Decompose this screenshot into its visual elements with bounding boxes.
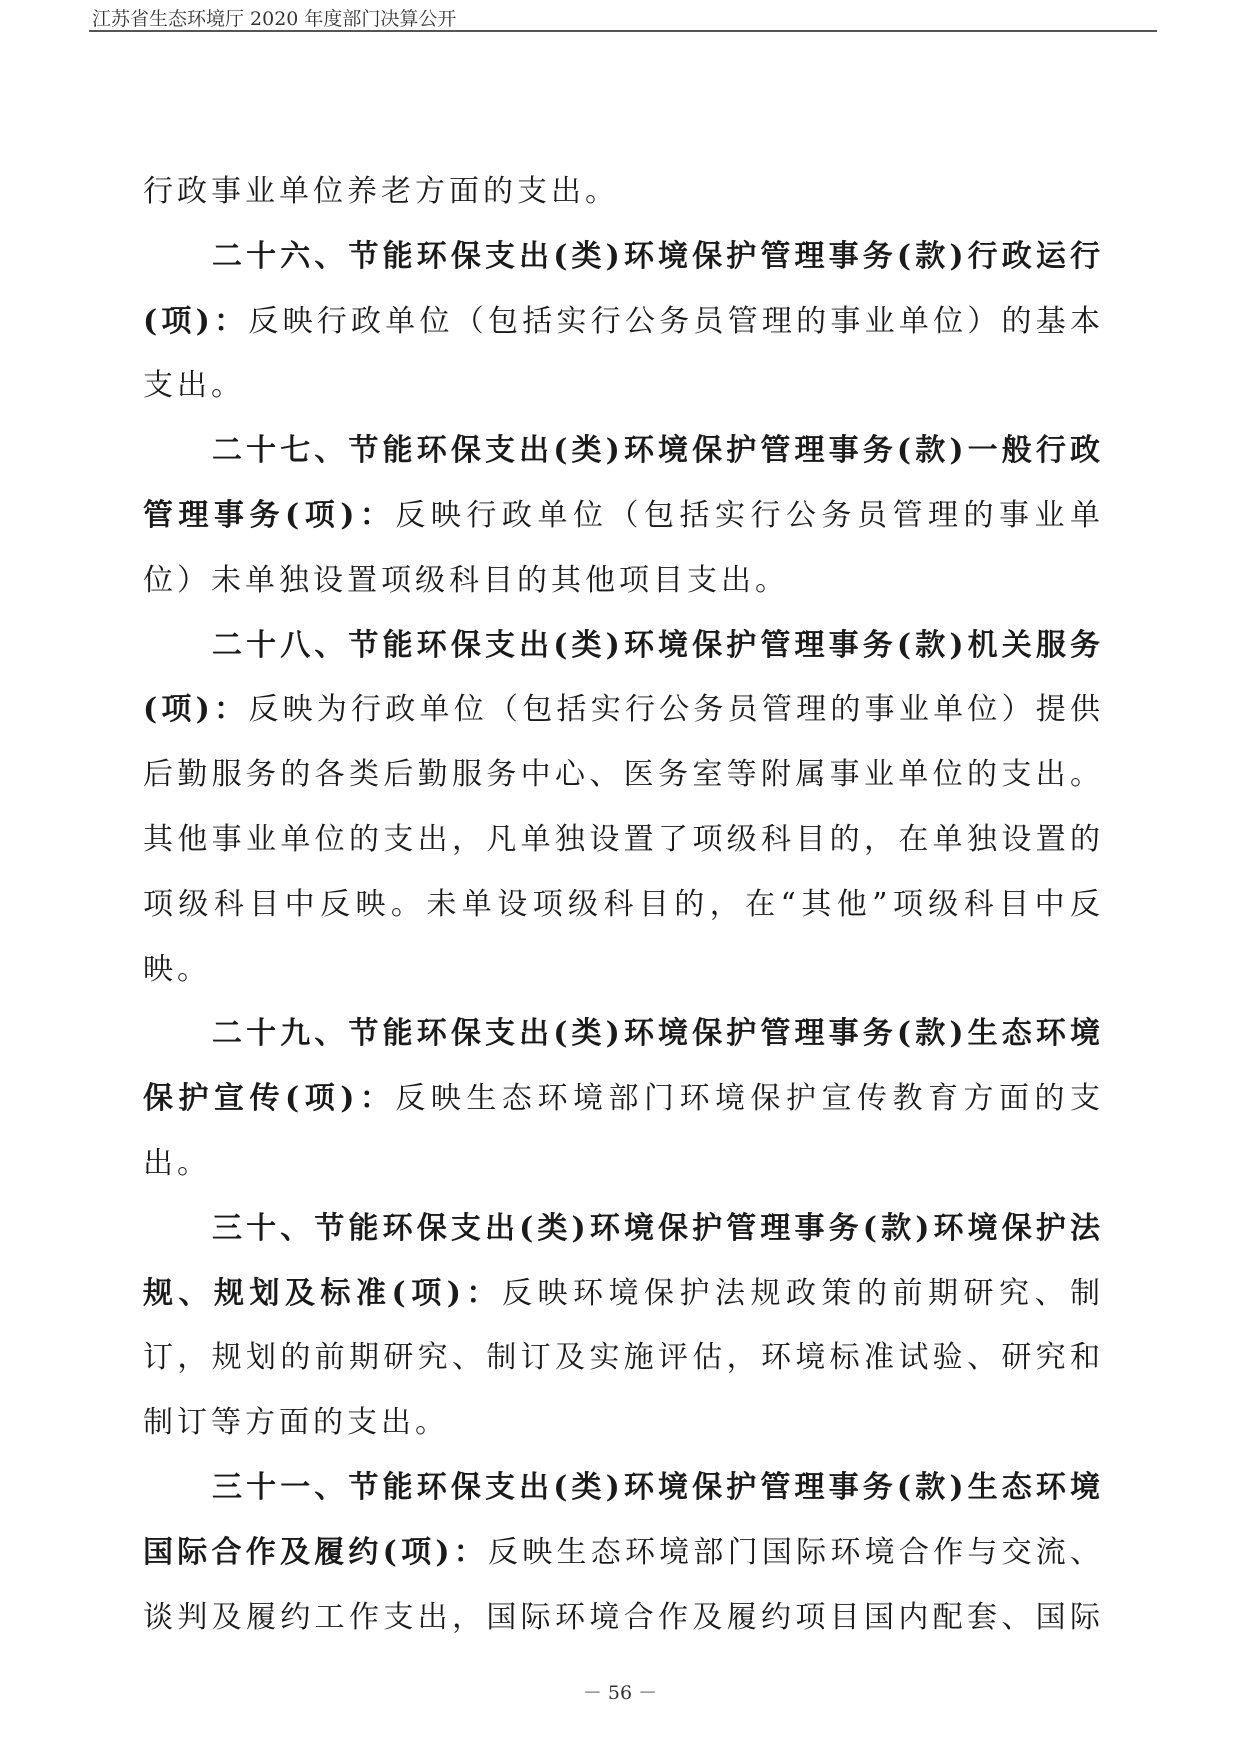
text-line (143, 1197, 1100, 1262)
text-line (143, 290, 1100, 355)
header-divider (89, 30, 1157, 32)
body-text: 出。 (143, 1145, 211, 1181)
body-text: 反映生态环境部门国际环境合作与交流、 (488, 1534, 1101, 1570)
text-line (143, 808, 1100, 873)
body-text: 反映生态环境部门环境保护宣传教育方面的支 (395, 1081, 1100, 1117)
text-line (143, 354, 1100, 419)
page-number: － 56 － (582, 1682, 658, 1704)
text-line (143, 1067, 1100, 1132)
text-line (143, 549, 1100, 614)
text-line (143, 743, 1100, 808)
text-line (143, 938, 1100, 1003)
body-text: 其他事业单位的支出，凡单独设置了项级科目的，在单独设置的 (143, 821, 1100, 857)
text-line (143, 1132, 1100, 1197)
item-heading-text: 三十、节能环保支出(类)环境保护管理事务(款)环境保护法 (212, 1210, 1100, 1246)
text-line (143, 1262, 1100, 1327)
item-heading-text: (项)： (143, 303, 249, 339)
text-line (143, 484, 1100, 549)
text-line (143, 419, 1100, 484)
text-line (143, 1002, 1100, 1067)
text-line (143, 1326, 1100, 1391)
body-text: 谈判及履约工作支出，国际环境合作及履约项目国内配套、国际 (143, 1599, 1100, 1635)
text-line (143, 225, 1100, 290)
body-text: 反映行政单位（包括实行公务员管理的事业单 (395, 497, 1100, 533)
item-heading-text: 三十一、节能环保支出(类)环境保护管理事务(款)生态环境 (212, 1469, 1100, 1505)
body-text: 制订等方面的支出。 (143, 1405, 449, 1441)
item-heading-text: 保护宣传(项)： (143, 1081, 396, 1117)
body-text: 项级科目中反映。未单设项级科目的，在“其他”项级科目中反 (143, 886, 1100, 922)
text-line (143, 1391, 1100, 1456)
item-heading-text: 二十九、节能环保支出(类)环境保护管理事务(款)生态环境 (212, 1016, 1100, 1052)
item-heading-text: 管理事务(项)： (143, 497, 396, 533)
text-line (143, 1586, 1100, 1651)
body-text: 订，规划的前期研究、制订及实施评估，环境标准试验、研究和 (143, 1340, 1100, 1376)
item-heading-text: 国际合作及履约(项)： (143, 1534, 488, 1570)
document-body (143, 160, 1100, 1650)
text-line (143, 678, 1100, 743)
item-heading-text: (项)： (143, 692, 249, 728)
body-text: 位）未单独设置项级科目的其他项目支出。 (143, 562, 789, 598)
text-line (143, 160, 1100, 225)
item-heading-text: 二十六、节能环保支出(类)环境保护管理事务(款)行政运行 (212, 238, 1100, 274)
text-line (143, 1456, 1100, 1521)
text-line (143, 1521, 1100, 1586)
body-text: 反映为行政单位（包括实行公务员管理的事业单位）提供 (248, 692, 1101, 728)
body-text: 支出。 (143, 368, 245, 404)
text-line (143, 614, 1100, 679)
body-text: 反映环境保护法规政策的前期研究、制 (501, 1275, 1101, 1311)
body-text: 映。 (143, 951, 211, 987)
body-text: 行政事业单位养老方面的支出。 (143, 174, 619, 209)
item-heading-text: 规、规划及标准(项)： (143, 1275, 502, 1311)
item-heading-text: 二十七、节能环保支出(类)环境保护管理事务(款)一般行政 (212, 433, 1100, 469)
page-header-title: 江苏省生态环境厅 2020 年度部门决算公开 (92, 8, 457, 30)
body-text: 反映行政单位（包括实行公务员管理的事业单位）的基本 (248, 303, 1101, 339)
text-line (143, 873, 1100, 938)
body-text: 后勤服务的各类后勤服务中心、医务室等附属事业单位的支出。 (143, 757, 1100, 793)
item-heading-text: 二十八、节能环保支出(类)环境保护管理事务(款)机关服务 (212, 627, 1100, 663)
